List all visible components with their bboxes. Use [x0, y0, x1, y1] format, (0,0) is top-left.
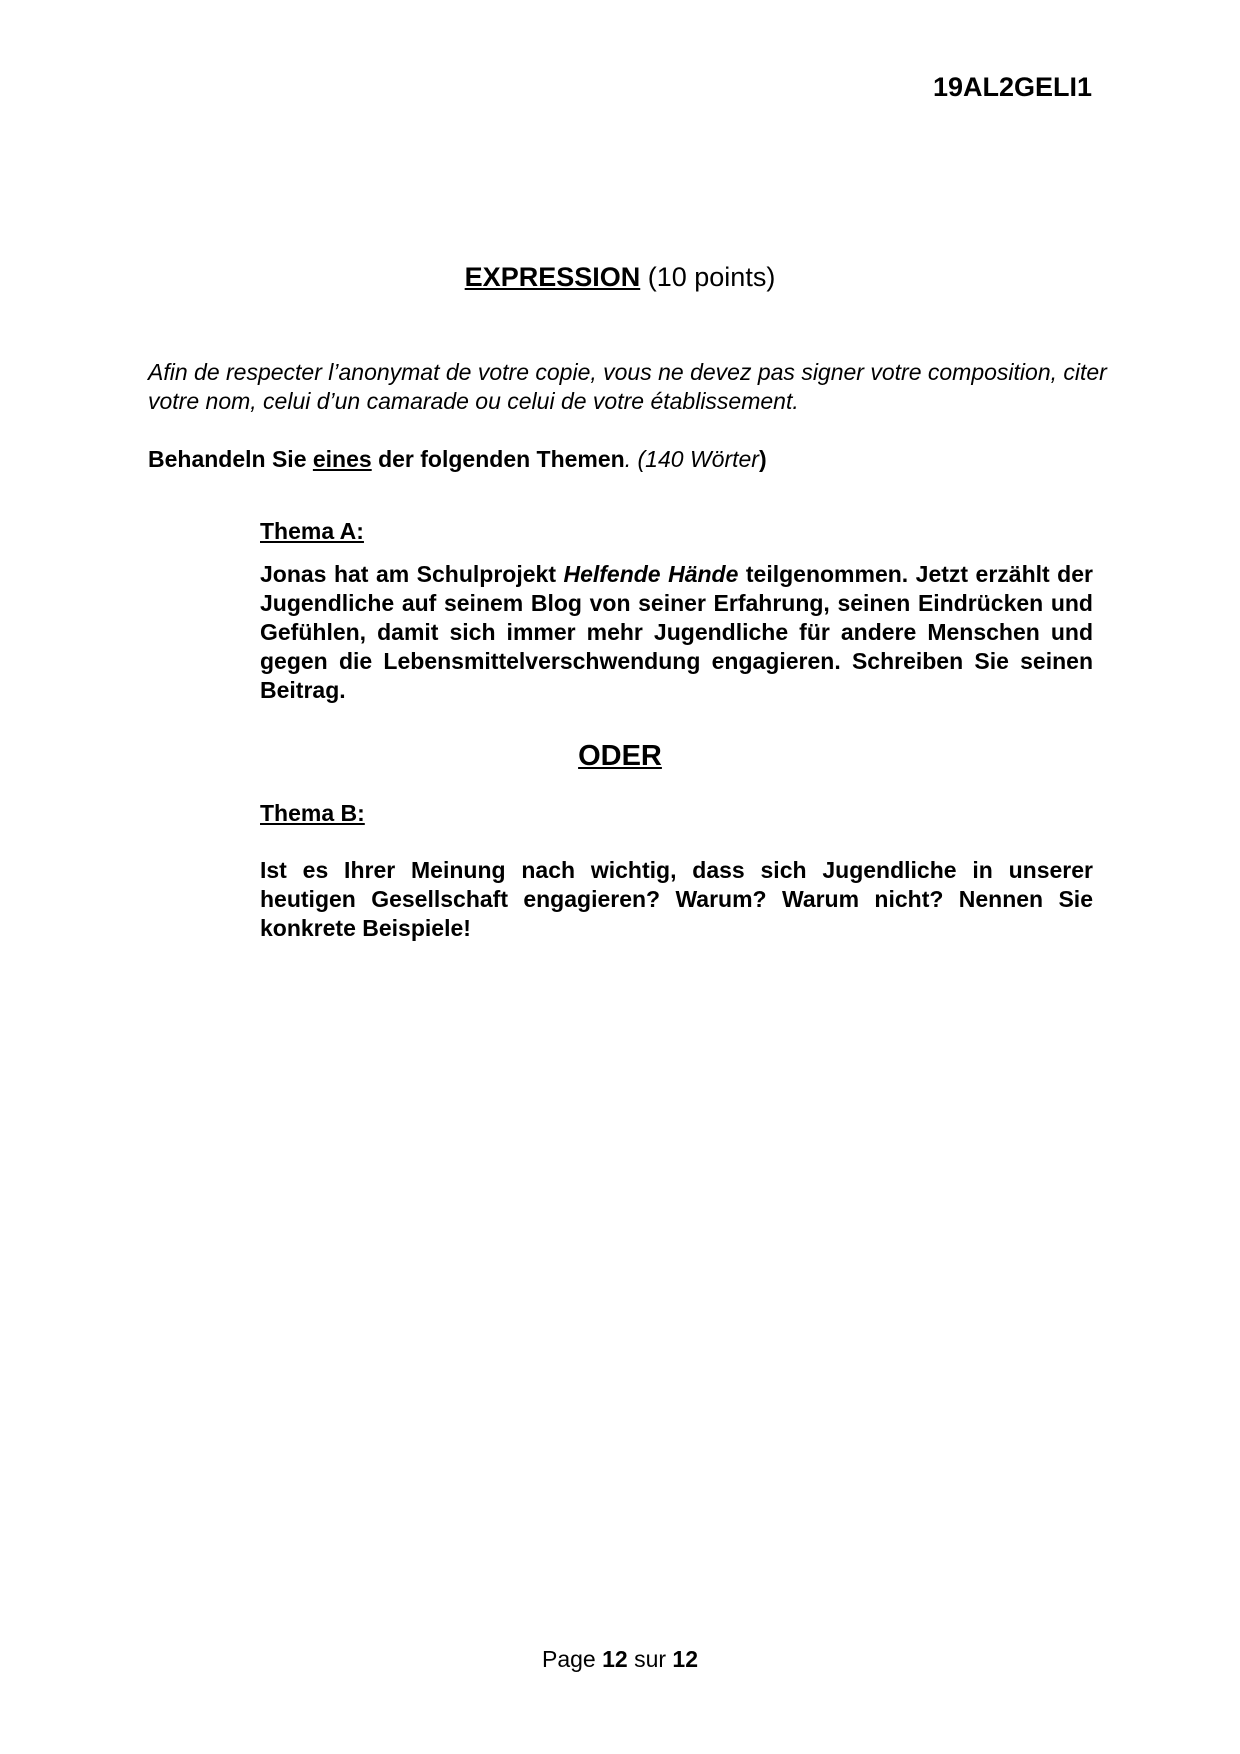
instruction-part1: Behandeln Sie [148, 446, 313, 472]
thema-a-project-name: Helfende Hände [563, 561, 739, 587]
footer-page-word: Page [541, 1646, 603, 1672]
word-count-open: . (140 [624, 446, 690, 472]
section-title [0, 262, 1240, 293]
footer-page-current: 12 [602, 1646, 628, 1672]
task-instruction [148, 446, 767, 473]
instruction-part2: der folgenden Themen [371, 446, 625, 472]
thema-a-label: Thema A: [260, 518, 364, 544]
thema-b-label: Thema B: [260, 800, 365, 826]
word-count-unit: Wörter [689, 446, 759, 472]
section-title-points: (10 points) [647, 262, 776, 292]
thema-a-text [260, 560, 1093, 705]
page-footer [0, 1646, 1240, 1673]
document-code: 19AL2GELI1 [932, 72, 1092, 102]
thema-a-text-after: teilgenommen. Jetzt erzählt der Jugendliche auf seinem Blog von seiner Erfahrung, seinen Eindrücken und Gefühlen, damit sich immer mehr Jugendliche für andere Menschen und gegen die Lebensmittelverschwendung engagieren. Schreiben Sie seinen Beitrag. [260, 561, 1093, 703]
footer-page-total: 12 [672, 1646, 699, 1672]
anonymity-notice: Afin de respecter l’anonymat de votre copie, vous ne devez pas signer votre composition, citer votre nom, celui d’un camarade ou celui de votre établissement. [148, 359, 1107, 414]
section-title-main: EXPRESSION [464, 262, 641, 292]
instruction-emphasis: eines [312, 446, 372, 472]
word-count-close: ) [758, 446, 767, 472]
thema-b-text: Ist es Ihrer Meinung nach wichtig, dass sich Jugendliche in unserer heutigen Gesellschaft engagieren? Warum? Warum nicht? Nennen Sie konkrete Beispiele! [260, 857, 1093, 941]
thema-a-text-before: Jonas hat am Schulprojekt [260, 561, 564, 587]
footer-sur: sur [627, 1646, 673, 1672]
oder-separator: ODER [578, 740, 662, 772]
